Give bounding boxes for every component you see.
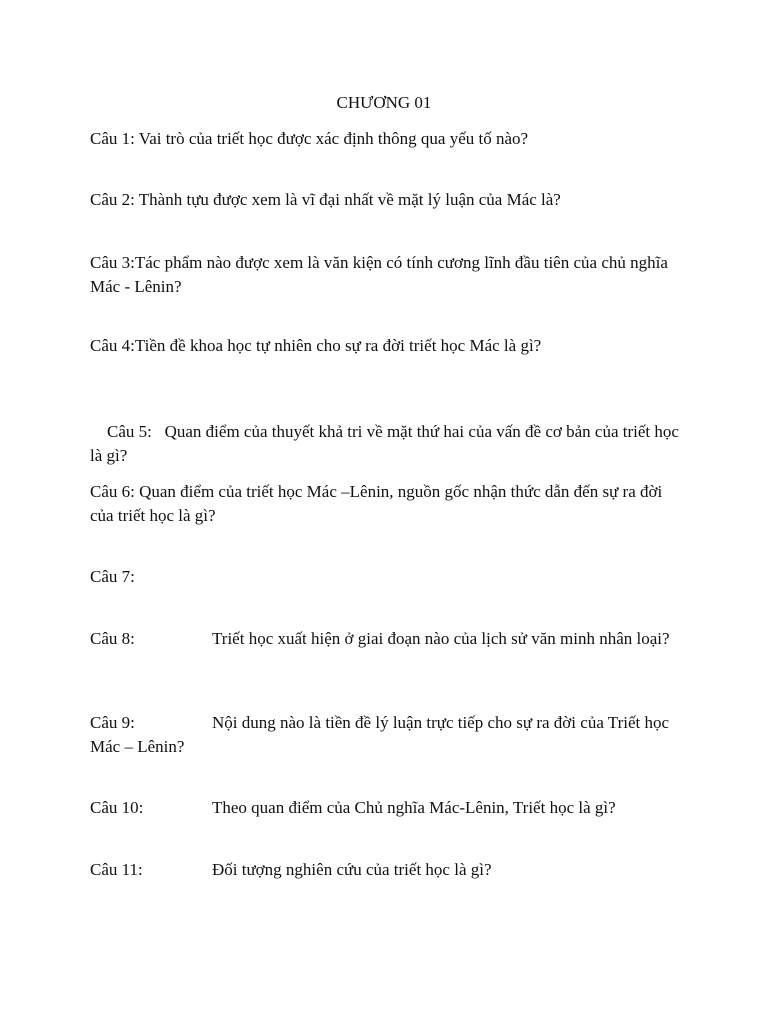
question-label: Câu 7:: [90, 567, 135, 586]
question-1: [90, 127, 680, 151]
question-text: Theo quan điểm của Chủ nghĩa Mác-Lênin, Triết học là gì?: [212, 798, 616, 817]
question-label: Câu 8:: [90, 629, 135, 648]
question-11: [90, 858, 680, 882]
question-8: [90, 627, 680, 651]
question-label: Câu 2:: [90, 190, 135, 209]
question-3: [90, 251, 680, 299]
question-label: Câu 10:: [90, 798, 144, 817]
chapter-title: CHƯƠNG 01: [336, 93, 432, 112]
question-4: [90, 334, 680, 358]
question-label: Câu 11:: [90, 860, 143, 879]
question-7: [90, 565, 680, 589]
question-label: Câu 3:: [90, 253, 135, 272]
question-text: Tác phẩm nào được xem là văn kiện có tính cương lĩnh đầu tiên của chủ nghĩa Mác - Lênin?: [90, 253, 668, 296]
question-text: Đối tượng nghiên cứu của triết học là gì?: [212, 860, 492, 879]
question-text: Nội dung nào là tiền đề lý luận trực tiếp cho sự ra đời của Triết học Mác – Lênin?: [90, 713, 670, 756]
question-text: Tiền đề khoa học tự nhiên cho sự ra đời triết học Mác là gì?: [134, 336, 542, 355]
question-label: Câu 9:: [90, 713, 135, 732]
question-text: Quan điểm của thuyết khả tri về mặt thứ hai của vấn đề cơ bản của triết học là gì?: [90, 422, 684, 465]
question-9: [90, 711, 680, 759]
question-5: [90, 396, 684, 492]
question-label: Câu 4:: [90, 336, 135, 355]
question-text: Quan điểm của triết học Mác –Lênin, nguồn gốc nhận thức dẫn đến sự ra đời của triết học là gì?: [90, 482, 663, 525]
question-text: Triết học xuất hiện ở giai đoạn nào của lịch sử văn minh nhân loại?: [212, 629, 670, 648]
question-label: Câu 5:: [107, 422, 152, 441]
question-10: [90, 796, 680, 820]
question-text: Vai trò của triết học được xác định thông qua yếu tố nào?: [134, 129, 529, 148]
question-2: [90, 188, 680, 212]
question-6: [90, 480, 680, 528]
question-label: Câu 1:: [90, 129, 135, 148]
question-text: Thành tựu được xem là vĩ đại nhất về mặt lý luận của Mác là?: [134, 190, 561, 209]
question-label: Câu 6:: [90, 482, 135, 501]
